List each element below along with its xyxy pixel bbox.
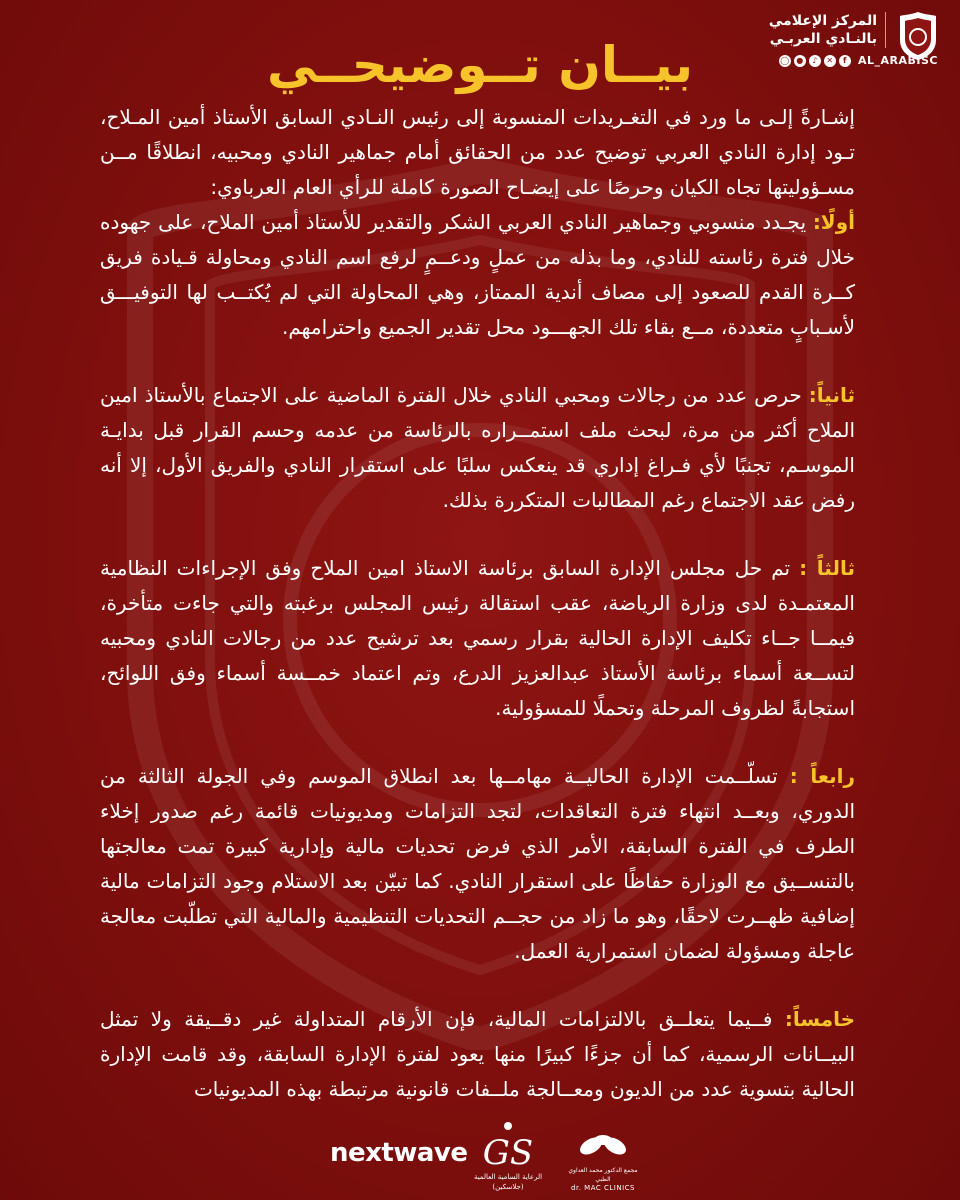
point-4 xyxy=(100,759,855,969)
point-1-text: يجـدد منسوبي وجماهير النادي العربي الشكر والتقدير للأستاذ أمين الملاح، على جهوده خلال فترة رئاسته للنادي، وما بذله من عملٍ ودعــمٍ لرفع اسم النادي ومحاولة قـيادة فريق كــرة القدم للصعود إلى مصاف أندية الممتاز، وهي المحاولة التي لم يُكتــب لها التوفيـــق لأسـبابٍ متعددة، مــع بقاء تلك الجهـــود محل تقدير الجميع واحترامهم. xyxy=(100,210,855,339)
sponsor-mac-logo xyxy=(563,1126,643,1193)
point-4-lead: رابعاً : xyxy=(789,764,855,788)
tiktok-icon[interactable]: ♪ xyxy=(809,55,821,67)
point-5 xyxy=(100,1002,855,1107)
social-handle[interactable]: AL_ARABISC xyxy=(858,54,938,67)
intro-paragraph: إشـارةً إلـى ما ورد في التغـريدات المنسوبة إلى رئيس النـادي السابق الأستاذ أمين المـلاح، تـود إدارة النادي العربي توضيح عدد من الحقائق أمام جماهير النادي ومحبيه، انطلاقًا مــن مسـؤوليتها تجاه الكيان وحرصًا على إيضـاح الصورة كاملة للرأي العام العرباوي: xyxy=(100,105,855,199)
brand-line-1: المركز الإعلامي xyxy=(768,13,877,29)
point-1 xyxy=(100,205,855,345)
point-3 xyxy=(100,551,855,726)
sponsor-gs-logo xyxy=(468,1120,548,1192)
point-5-lead: خامساً: xyxy=(784,1007,855,1031)
point-2-lead: ثانياً: xyxy=(808,383,855,407)
statement-body xyxy=(100,100,855,1107)
gs-monogram-icon xyxy=(468,1120,548,1172)
point-1-lead: أولًا: xyxy=(812,210,855,234)
sponsor-nextwave-logo: nextwave xyxy=(330,1138,468,1168)
point-4-text: تسلّــمت الإدارة الحاليــة مهامــها بعد انطلاق الموسم وفي الجولة الثالثة من الدوري، وبعــد انتهاء فترة التعاقدات، لتجد التزامات ومديونيات قائمة رغم صدور إخلاء الطرف في الفترة السابقة، الأمر الذي فرض تحديات مالية وإدارية كبيرة تمت معالجتها بالتنســيق مع الوزارة حفاظًا على استقرار النادي. كما تبيّن بعد الاستلام وجود التزامات مالية إضافية ظهــرت لاحقًا، وهو ما زاد من حجــم التحديات التنظيمية والمالية التي تطلّبت معالجة عاجلة ومسؤولة لضمان استمرارية العمل. xyxy=(100,764,855,963)
mac-name: dr. MAC CLINICS xyxy=(571,1184,635,1192)
point-2-text: حرص عدد من رجالات ومحبي النادي خلال الفترة الماضية على الاجتماع بالأستاذ امين الملاح أكثر من مرة، لبحث ملف استمــراره بالرئاسة من عدمه وحسم القرار قبل بدايـة الموسـم، تجنبًا لأي فـراغ إداري قد ينعكس سلبًا على استقرار النادي والفريق الأول، إلا أنه رفض عقد الاجتماع رغم المطالبات المتكررة بذلك. xyxy=(100,383,855,512)
point-5-text: فــيما يتعلــق بالالتزامات المالية، فإن الأرقام المتداولة غير دقــيقة ولا تمثل البيــانات الرسمية، كما أن جزءًا كبيرًا منها يعود لفترة الإدارة السابقة، وقد قامت الإدارة الحالية بتسوية عدد من الديون ومعــالجة ملــفات قانونية مرتبطة بهذه المديونيات xyxy=(100,1007,855,1101)
sponsors-footer xyxy=(0,1120,960,1200)
snapchat-icon[interactable]: ● xyxy=(794,55,806,67)
svg-text:GS: GS xyxy=(482,1133,534,1172)
facebook-icon[interactable]: f xyxy=(839,55,851,67)
mac-caption: مجمع الدكتور محمد العداوي الطبي xyxy=(568,1167,638,1183)
page-title: بيــان تــوضيحــي xyxy=(266,36,694,94)
brand-line-2: بالنـادي العربـي xyxy=(769,31,877,47)
point-3-lead: ثالثاً : xyxy=(799,556,855,580)
leaf-logo-icon xyxy=(563,1126,643,1166)
instagram-icon[interactable]: ◯ xyxy=(780,55,790,65)
gs-caption: الرعاية السامية العالمية (جلاسكين) xyxy=(473,1173,543,1191)
point-2 xyxy=(100,378,855,518)
point-3-text: تم حل مجلس الإدارة السابق برئاسة الاستاذ امين الملاح وفق الإجراءات النظامية المعتمـدة لدى وزارة الرياضة، عقب استقالة رئيس المجلس برغبته والتي جاءت متأخرة، فيمــا جــاء تكليف الإدارة الحالية بقرار رسمي بعد ترشيح عدد من رجالات النادي ومحبيه لتســعة أسماء برئاسة الأستاذ عبدالعزيز الدرع، وتم اعتماد خمــسة أسماء وفق اللوائح، استجابةً لظروف المرحلة وتحملًا للمسؤولية. xyxy=(100,556,855,720)
header xyxy=(0,0,960,100)
x-icon[interactable]: ✕ xyxy=(824,55,836,67)
